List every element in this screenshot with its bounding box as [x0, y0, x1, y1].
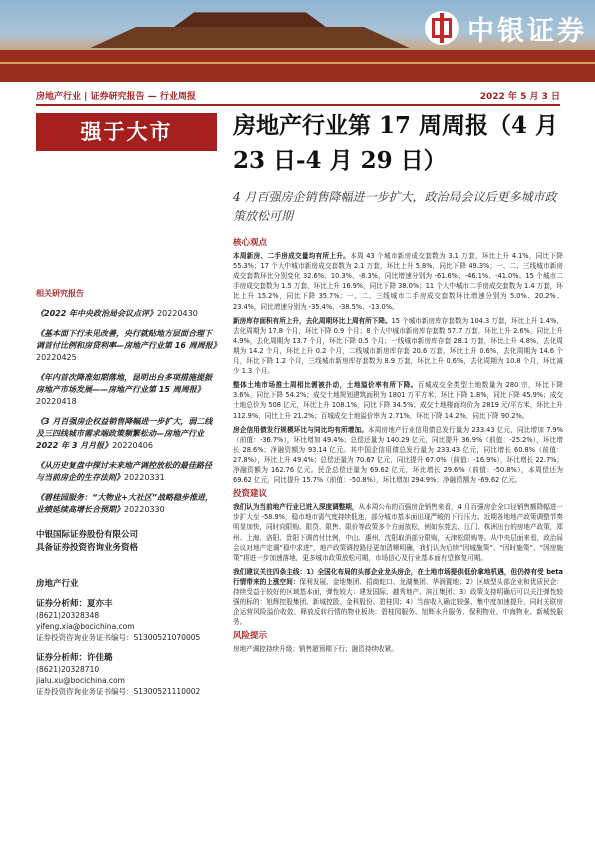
related-report-date: 20220330: [124, 505, 165, 514]
related-report-title: 《碧桂园服务：“大物业+大社区”战略稳步推进，业绩延续高增长合预期》: [36, 493, 214, 514]
report-subtitle: 4 月百强房企销售降幅进一步扩大，政治局会议后更多城市政策放松可期: [233, 190, 557, 223]
investment-paragraph: [233, 502, 563, 563]
related-report-title: 《年内首次降准如期落地，昆明出台多项措施提振房地产市场发展——房地产行业第 15 周周报》: [36, 373, 212, 394]
related-report-title: 《从历史复盘中探讨未来地产调控放松的最佳路径与当前房企的生存法则》: [36, 461, 212, 482]
rating-badge: 强于大市: [36, 113, 217, 151]
paragraph-text: 保利发展、金地集团、招商蛇口、龙湖集团、华润置地；2）区域型头部企业和优质民企：持续受益于较好的区域基本面，弹性较大：建发国际、越秀地产、滨江集团；3）政策支持明确后可以关注弹性较强的标的：旭辉控股集团、新城控股、金科股份、碧桂园；4）当前收入确定较强、集中度加速提升，同时关联房企运营风险溢价收敛、释放反转行情的物业板块：碧桂园服务、旭辉永升服务、保利物业、中海物业、新城悦服务。: [233, 577, 564, 627]
analyst-phone: (8621)20328348: [36, 611, 100, 620]
report-topbar: [36, 86, 560, 106]
company-name: 中银国际证券股份有限公司 具备证券投资咨询业务资格: [36, 530, 139, 553]
paragraph-text: 15 个城市新房库存套数为 104.3 万套，环比上升 1.4%，去化周期为 17.8 个月，环比下降 0.9 个月；8 个大中城市新房库存套数 57.7 万套，环比上升 2.6%，同比上升 4.9%，去化周期为 13.7 个月，环比下降 0.5 个月；一线城市新房库存套 28.1 万套，环比上升 4.8%，去化周期为 14.2 个月，环比上升 0.2 个月，二线城市新房库存套 20.6 万套，环比上升 0.6%，去化周期为 14.6 个月，环比下降 1.2 个月，三线城市新房库存套数为 8.9 万套，环比上升 0.6%，去化周期为 10.8 个月，环比减少 1.3 个月。: [233, 316, 563, 376]
analyst-email[interactable]: yifeng.xia@bocichina.com: [36, 622, 135, 631]
bank-logo-icon: [425, 11, 459, 45]
report-category: 房地产行业 | 证券研究报告 — 行业周报: [36, 92, 196, 102]
related-report-date: 20220430: [157, 309, 198, 318]
related-report-title: 《基本面下行未见改善，央行就贴地方层面合理下调首付比例和房贷利率—房地产行业第 16 周周报》: [36, 329, 221, 350]
header-banner: [0, 0, 595, 82]
related-report-date: 20220418: [36, 397, 77, 406]
analyst-name: 证券分析师：夏亦丰: [36, 599, 113, 609]
paragraph-text: 本周 43 个城市新房成交套数为 3.1 万套，环比上升 4.1%，同比下降 55.3%；17 个大中城市新房成交套数为 2.1 万套，环比上升 5.8%，同比下降 49.3%；一、二、三线城市新房成交套数环比分别变化 32.6%、10.3%、-8.3%，同比增速分别为 -61.6%、-46.1%、-41.0%。15 个城市二手房成交套数为 1.5 万套，环比上升 16.9%，同比下降 38.0%；11 个大中城市二手房成交套数为 1.4 万套，环比上升 15.2%，同比下降 35.7%；一、二、三线城市二手房成交套数环比增速分别为 5.0%、20.2%、23.4%，同比增速分别为 -35.4%、-38.5%、-13.0%。: [233, 252, 564, 311]
core-paragraph: [233, 251, 563, 312]
paragraph-text: 从本周公布的百强房企销售来看，4 月百强房企全口径销售额降幅进一步扩大至 -58.9%，稳市地市需气度持续低迷，部分城市基本面出现严峻的下行压力。近期各地地产政策调整节奏明显加快，同时向限购、限贷、限售、限价等政策多个方面放松，例如东莞去、江门、株洲出台的房地产政策，郑州、上海、洛阳、贵阳下调首付比例，中山、惠州、沈阳取消部分限购，天津松限购等。从中央层面来看，政治局会议对地产定调“稳中求进”，地产政策调控路径更加清晰明确，我们认为后续“因城施策”、“因时施策”、“因房施策”将进一步加速落地，更多城市政策放松可期，市场信心及行业基本面有望修复可期。: [233, 503, 564, 562]
analyst-card: [36, 599, 217, 643]
analyst-email[interactable]: jialu.xu@bocichina.com: [36, 676, 125, 685]
investment-paragraph: [233, 567, 563, 628]
related-report[interactable]: [36, 372, 217, 408]
core-views-heading: 核心观点: [233, 238, 268, 248]
analyst-cert: 证券投资咨询业务证书编号：S1300521070005: [36, 633, 201, 642]
related-report[interactable]: [36, 308, 217, 320]
related-report-title: 《3 月百强房企权益销售降幅进一步扩大，弱二线及三四线城市需求端政策频繁松动—房地产行业 2022 年 3 月月报》: [36, 417, 213, 450]
analyst-name: 证券分析师：许佳璐: [36, 653, 113, 663]
core-paragraph: [233, 380, 563, 420]
sidebar: [36, 288, 221, 697]
paragraph-lead: 房企信用债发行规模环比与同比均有所增加。: [233, 425, 368, 434]
related-report-date: 20220425: [36, 353, 77, 362]
related-report[interactable]: [36, 416, 217, 452]
paragraph-lead: 整体土地市场推土周相比需被扑动，土地溢价率有所下降。: [233, 381, 418, 390]
related-reports-heading: 相关研究报告: [36, 289, 84, 298]
investment-heading: 投资建议: [233, 489, 268, 500]
brand-logo: [425, 6, 587, 50]
paragraph-text: 百城成交全类型土地数量为 280 宗，环比下降 3.6%，同比下降 54.2%；成交土地规划建筑面积为 1801 万平方米，环比下降 1.8%，同比下降 45.9%；成交土地总价为 508 亿元，环比上升 108.1%，同比下降 34.5%；成交土地楼面均价为 2819 元/平方米，环比上升 112.9%，同比上升 21.2%；百城成交土地溢价率为 2.71%，环比下降 14.2%，同比下降 90.2%。: [233, 381, 563, 420]
related-report-date: 20220331: [124, 473, 165, 482]
related-report[interactable]: [36, 328, 221, 364]
paragraph-lead: 我们认为当前地产行业已进入深度调整期，: [233, 503, 359, 512]
paragraph-lead: 新房库存面积有所上升，去化周期环比上周有所下降。: [233, 316, 392, 325]
related-report-date: 20220406: [112, 441, 153, 450]
related-report[interactable]: [36, 460, 217, 484]
risk-heading: 风险提示: [233, 631, 268, 642]
report-title: 房地产行业第 17 周周报（4 月 23 日-4 月 29 日）: [233, 112, 559, 174]
analyst-phone: (8621)20328710: [36, 665, 100, 674]
related-report[interactable]: [36, 492, 217, 516]
related-report-title: 《2022 年中央政治局会议点评》: [36, 309, 158, 318]
industry-label: 房地产行业: [36, 579, 79, 589]
paragraph-lead: 我们建议关注四条主线：1）全国化布局的头部企业龙头房企，在土地市场提供低价拿地机遇，但仍持有受 beta 行情带来的上涨空间：: [233, 567, 563, 586]
palace-wall: [0, 50, 595, 82]
palace-roof-upper: [150, 8, 350, 30]
paragraph-lead: 本周新房、二手房成交量均有所上升。: [233, 252, 351, 261]
report-date: 2022 年 5 月 3 日: [479, 92, 560, 102]
analyst-cert: 证券投资咨询业务证书编号：S1300521110002: [36, 687, 201, 696]
analyst-card: [36, 653, 217, 697]
core-paragraph: [233, 316, 563, 377]
risk-paragraph: 房地产调控持续升级；销售超预期下行；融资持续收紧。: [233, 645, 398, 654]
paragraph-text: 本周房地产行业信用债总发行量为 233.43 亿元，同比增加 7.9%（前值：-36.7%），环比增加 49.4%；总偿还量为 140.29 亿元，同比提升 36.9%（前值：-25.2%），环比增长 28.6%；净融资额为 93.14 亿元。其中国企信用债总发行量为 233.43 亿元，同比增长 60.8%（前值：27.8%），环比上升 49.4%；总偿还量为 70.67 亿元，同比提升 67.0%（前值：-16.9%），环比增长 22.7%；净融资额为 162.76 亿元。民企总偿还量为 69.62 亿元，环比增长 29.6%（前值：-50.8%），本周偿还为 69.62 亿元，同比提升 15.7%（前值：-50.8%），环比增加 294.9%；净融资额为 -69.62 亿元。: [233, 425, 563, 485]
core-paragraph: [233, 425, 563, 486]
main-content: [233, 238, 563, 659]
palace-wall-trim: [0, 62, 595, 64]
brand-name: 中银证券: [467, 15, 587, 47]
